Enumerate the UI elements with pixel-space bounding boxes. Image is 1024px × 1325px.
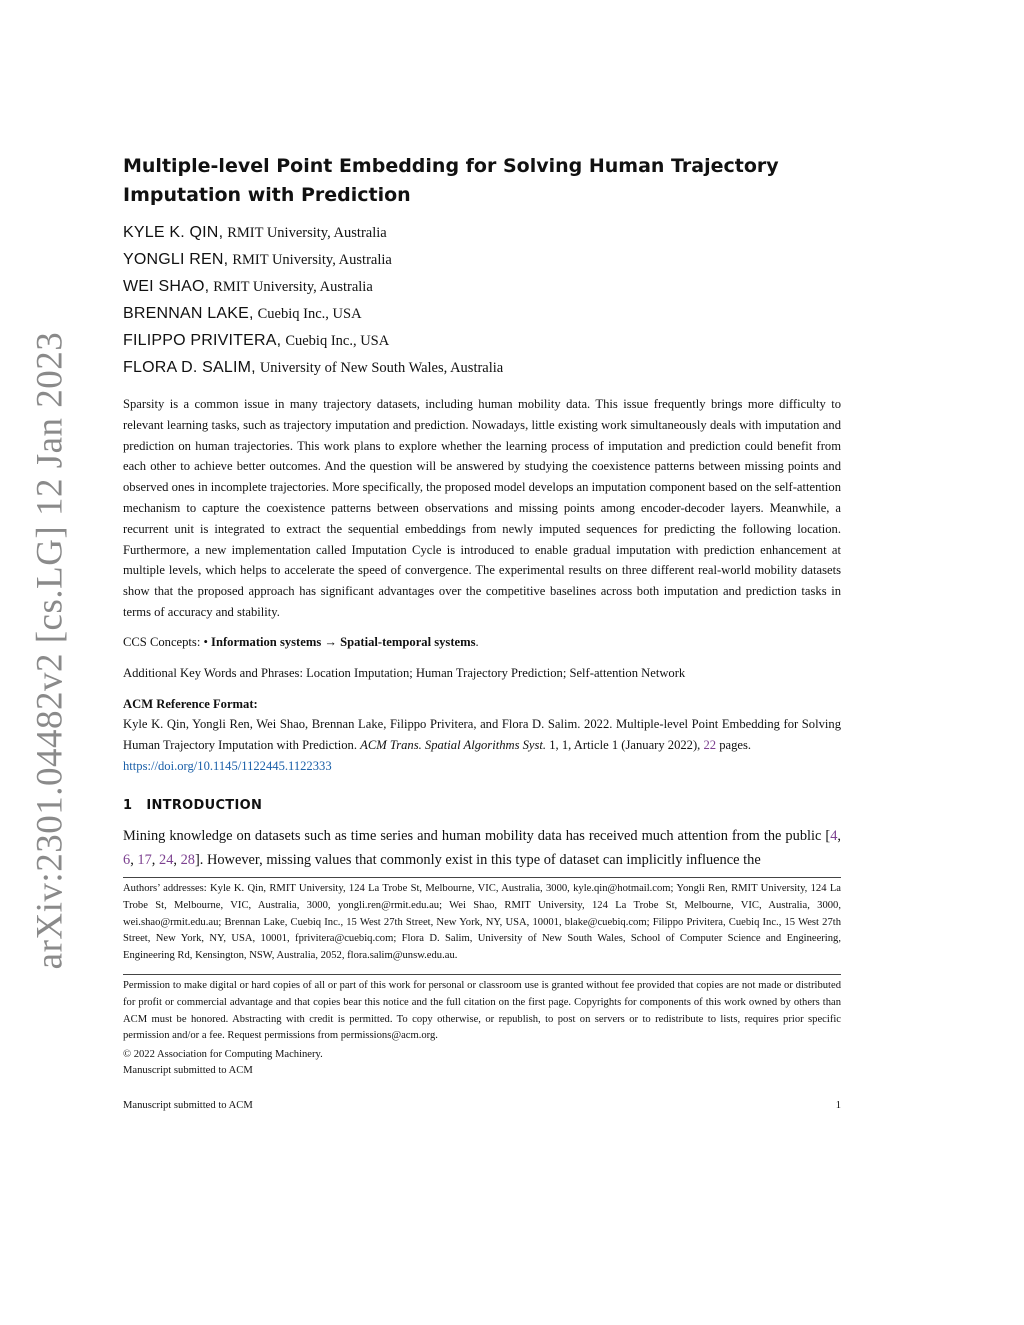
section-heading <box>123 798 262 813</box>
permission-notice: Permission to make digital or hard copies of all or part of this work for personal or classroom use is granted without fee provided that copies are not made or distributed for profit or commercial advantage and that copies bear this notice and the full citation on the first page. Copyrights for components of this work owned by others than ACM must be honored. Abstracting with credit is permitted. To copy otherwise, or republish, to post on servers or to redistribute to lists, requires prior specific permission and/or a fee. Request permissions from permissions@acm.org. <box>123 980 841 1042</box>
reference-format <box>123 714 841 776</box>
reference-pages-suffix: pages. <box>719 737 752 752</box>
page-footer <box>123 1100 841 1111</box>
author-affiliation: RMIT University, Australia <box>227 225 387 241</box>
author-name: WEI SHAO, <box>123 278 210 295</box>
author-item <box>123 221 841 248</box>
author-affiliation: Cuebiq Inc., USA <box>285 333 390 349</box>
page-number: 1 <box>835 1100 841 1111</box>
manuscript-note: Manuscript submitted to ACM <box>123 1065 253 1076</box>
ccs-concept: Information systems → Spatial-temporal systems <box>211 635 476 649</box>
arxiv-stamp <box>24 331 76 969</box>
footer-left: Manuscript submitted to ACM <box>123 1100 253 1111</box>
section-title: INTRODUCTION <box>146 798 263 813</box>
section-number: 1 <box>123 798 133 813</box>
doi-link[interactable]: https://doi.org/10.1145/1122445.1122333 <box>123 758 332 773</box>
intro-text: Mining knowledge on datasets such as time series and human mobility data has received much attention from the public [ <box>123 828 831 844</box>
author-name: FILIPPO PRIVITERA, <box>123 332 282 349</box>
intro-paragraph: Mining knowledge on datasets such as time series and human mobility data has received much attention from the public [4, 6, 17, 24, 28]. However, missing values that commonly exist in this type of dataset can implicitly influence the <box>123 828 841 868</box>
ccs-label: CCS Concepts: • <box>123 635 208 649</box>
intro-text-continued: ]. However, missing values that commonly exist in this type of dataset can implicitly influence the <box>194 852 761 868</box>
citation-link[interactable]: 4 <box>830 828 838 844</box>
author-list <box>123 221 841 383</box>
copyright-line: © 2022 Association for Computing Machinery. <box>123 1049 323 1060</box>
author-name: FLORA D. SALIM, <box>123 359 256 376</box>
citation-link[interactable]: 17 <box>137 852 152 868</box>
author-affiliation: RMIT University, Australia <box>213 279 373 295</box>
author-affiliation: University of New South Wales, Australia <box>259 360 504 376</box>
permission-divider <box>123 974 841 975</box>
citation-link[interactable]: 6 <box>123 852 131 868</box>
author-affiliation: Cuebiq Inc., USA <box>257 306 362 322</box>
author-name: BRENNAN LAKE, <box>123 305 254 322</box>
author-item <box>123 248 841 275</box>
ccs-concepts <box>123 632 841 653</box>
reference-details: 1, 1, Article 1 (January 2022), <box>549 737 701 752</box>
citation-link[interactable]: 24 <box>159 852 174 868</box>
paper-title: Multiple-level Point Embedding for Solving Human Trajectory Imputation with Prediction <box>123 155 779 206</box>
reference-heading: ACM Reference Format: <box>123 697 258 711</box>
author-item <box>123 329 841 356</box>
reference-text: Kyle K. Qin, Yongli Ren, Wei Shao, Brennan Lake, Filippo Privitera, and Flora D. Salim. 2022. Multiple-level Point Embedding for Solving Human Trajectory Imputation with Prediction. <box>123 717 841 752</box>
reference-pages-link[interactable]: 22 <box>703 737 717 752</box>
author-name: KYLE K. QIN, <box>123 224 224 241</box>
abstract: Sparsity is a common issue in many trajectory datasets, including human mobility data. This issue frequently brings more difficulty to relevant learning tasks, such as trajectory imputation and prediction. Nowadays, little existing work simultaneously deals with imputation and prediction on human trajectories. This work plans to explore whether the learning process of imputation and prediction could benefit from each other to achieve better outcomes. And the question will be answered by studying the coexistence patterns between missing points and observed ones in incomplete trajectories. More specifically, the proposed model develops an imputation component based on the self-attention mechanism to capture the coexistence patterns between observations and missing points among encoder-decoder layers. Meanwhile, a recurrent unit is integrated to extract the sequential embeddings from newly imputed sequences for predicting the following location. Furthermore, a new implementation called Imputation Cycle is introduced to enable gradual imputation with prediction enhancement at multiple levels, which helps to accelerate the speed of convergence. The experimental results on three different real-world mobility datasets show that the proposed approach has significant advantages over the competitive baselines across both imputation and prediction tasks in terms of accuracy and stability. <box>123 397 841 619</box>
author-name: YONGLI REN, <box>123 251 229 268</box>
reference-journal: ACM Trans. Spatial Algorithms Syst. <box>360 737 547 752</box>
author-item <box>123 302 841 329</box>
authors-addresses: Authors’ addresses: Kyle K. Qin, RMIT University, 124 La Trobe St, Melbourne, VIC, Australia, 3000, kyle.qin@hotmail.com; Yongli Ren, RMIT University, 124 La Trobe St, Melbourne, VIC, Australia, 3000, yongli.ren@rmit.edu.au; Wei Shao, RMIT University, 124 La Trobe St, Melbourne, VIC, Australia, 3000, wei.shao@rmit.edu.au; Brennan Lake, Cuebiq Inc., 15 West 27th Street, New York, NY, USA, 10001, blake@cuebiq.com; Filippo Privitera, Cuebiq Inc., 15 West 27th Street, New York, NY, USA, 10001, fprivitera@cuebiq.com; Flora D. Salim, University of New South Wales, School of Computer Science and Engineering, Engineering Rd, Kensington, NSW, Australia, 2052, flora.salim@unsw.edu.au. <box>123 883 841 962</box>
keywords: Additional Key Words and Phrases: Location Imputation; Human Trajectory Prediction; Self-attention Network <box>123 666 686 680</box>
author-affiliation: RMIT University, Australia <box>232 252 392 268</box>
ccs-end: . <box>475 635 479 649</box>
citation-link[interactable]: 28 <box>180 852 195 868</box>
author-item <box>123 356 841 383</box>
author-item <box>123 275 841 302</box>
arxiv-stamp-text: arXiv:2301.04482v2 [cs.LG] 12 Jan 2023 <box>29 331 71 969</box>
footnote-divider <box>123 877 841 878</box>
